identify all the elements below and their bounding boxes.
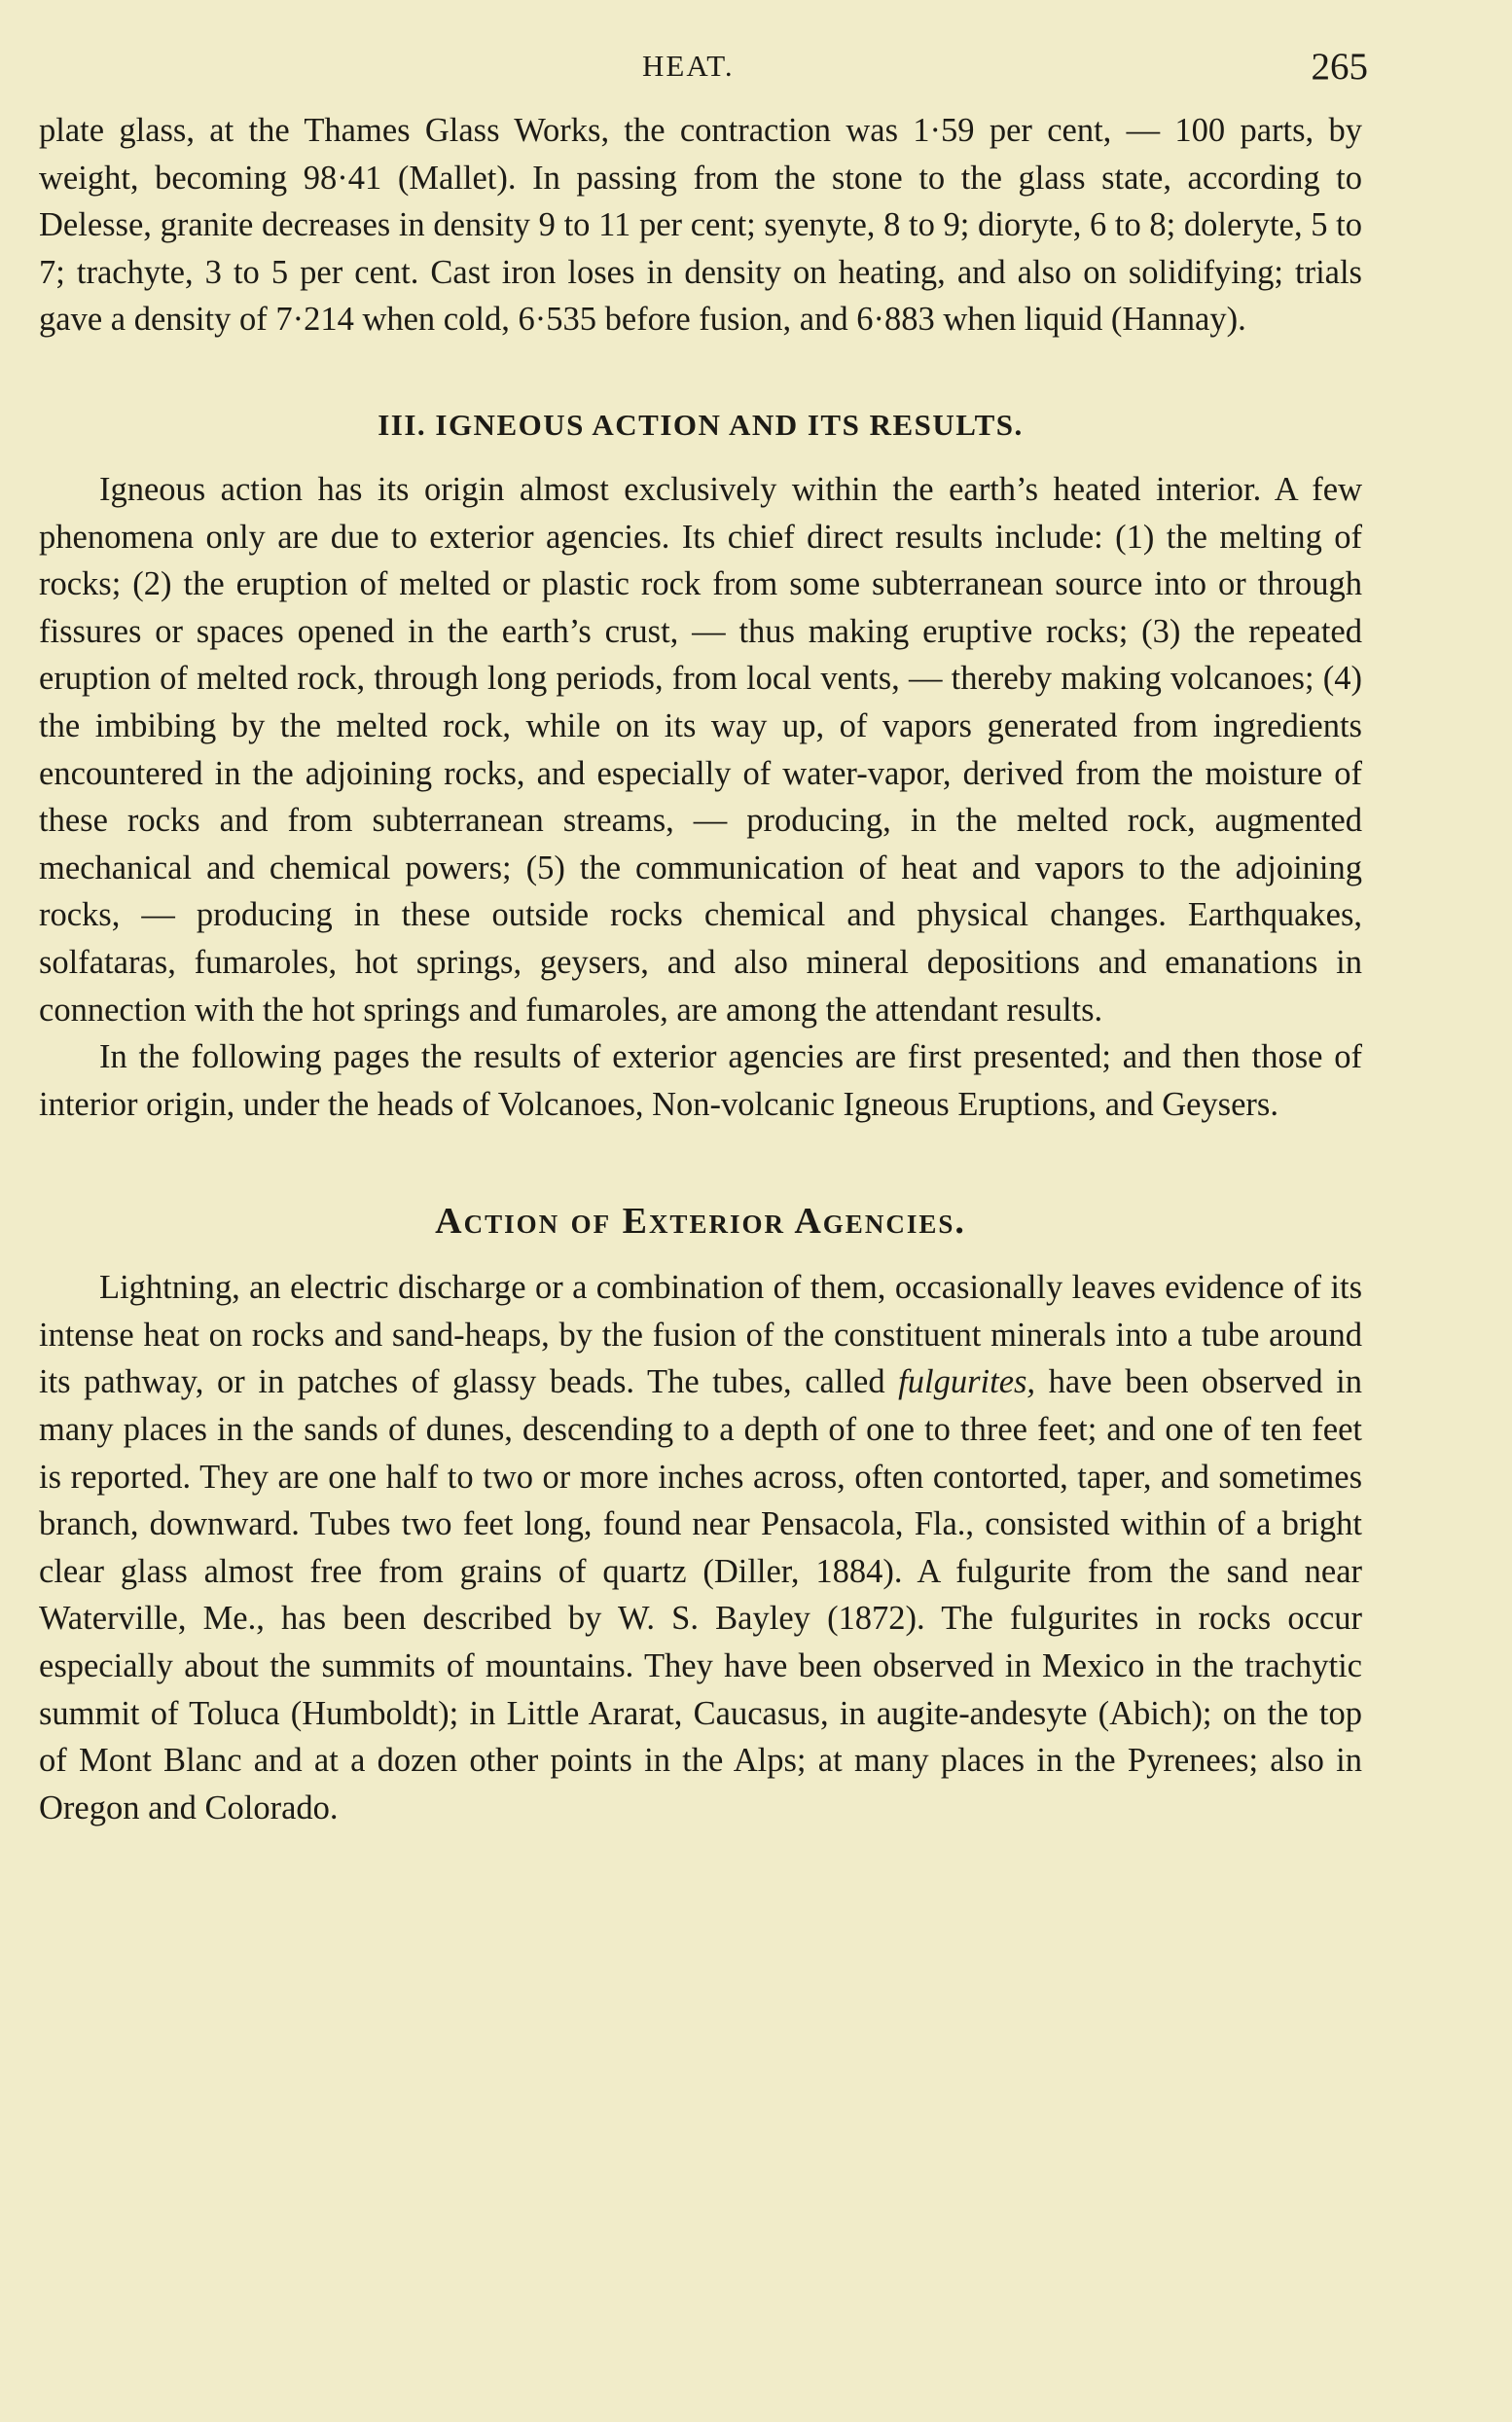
section-heading-exterior-agencies: Action of Exterior Agencies.	[435, 1201, 966, 1243]
paragraph-following-pages: In the following pages the results of exterior agencies are first presented; and then those of interior origin, under the heads of Volcanoes, Non-volcanic Igneous Eruptions, and Geysers.	[39, 1038, 1362, 1123]
book-page	[39, 46, 1368, 1831]
paragraph-lightning-part-1: Lightning, an electric discharge or a combination of them, occasionally leaves evidence of its intense heat on rocks and sand-heaps, by the fusion of the constituent minerals into a tube around its pathway, or in patches of glassy beads. The tubes, called	[39, 1269, 1362, 1401]
term-fulgurites: fulgurites,	[898, 1363, 1036, 1401]
paragraph-continuation: plate glass, at the Thames Glass Works, the contraction was 1·59 per cent, — 100 parts, by weight, becoming 98·41 (Mallet). In passing from the stone to the glass state, according to Delesse, granite decreases in density 9 to 11 per cent; syenyte, 8 to 9; dioryte, 6 to 8; doleryte, 5 to 7; trachyte, 3 to 5 per cent. Cast iron loses in density on heating, and also on solidifying; trials gave a density of 7·214 when cold, 6·535 before fusion, and 6·883 when liquid (Hannay).	[39, 112, 1362, 339]
paragraph-igneous-action: Igneous action has its origin almost exclusively within the earth’s heated interior. A few phenomena only are due to exterior agencies. Its chief direct results include: (1) the melting of rocks; (2) the eruption of melted or plastic rock from some subterranean source into or through fissures or spaces opened in the earth’s crust, — thus making eruptive rocks; (3) the repeated eruption of melted rock, through long periods, from local vents, — thereby making volcanoes; (4) the imbibing by the melted rock, while on its way up, of vapors generated from ingredients encountered in the adjoining rocks, and especially of water-vapor, derived from the moisture of these rocks and from subterranean streams, — producing, in the melted rock, augmented mechanical and chemical powers; (5) the communication of heat and vapors to the adjoining rocks, — producing in these outside rocks chemical and physical changes. Earthquakes, solfataras, fumaroles, hot springs, geysers, and also mineral depositions and emanations in connection with the hot springs and fumaroles, are among the attendant results.	[39, 470, 1362, 1029]
running-head	[39, 46, 1368, 107]
running-title: HEAT.	[642, 49, 735, 83]
page-number: 265	[1311, 46, 1368, 88]
paragraph-lightning-part-2: have been observed in many places in the sands of dunes, descending to a depth of one to three feet; and one of ten feet is reported. They are one half to two or more inches across, often contorted, taper, and sometimes branch, downward. Tubes two feet long, found near Pensacola, Fla., consisted within of a bright clear glass almost free from grains of quartz (Diller, 1884). A fulgurite from the sand near Waterville, Me., has been described by W. S. Bayley (1872). The fulgurites in rocks occur especially about the summits of mountains. They have been observed in Mexico in the trachytic summit of Toluca (Humboldt); in Little Ararat, Caucasus, in augite-andesyte (Abich); on the top of Mont Blanc and at a dozen other points in the Alps; at many places in the Pyrenees; also in Oregon and Colorado.	[39, 1363, 1362, 1826]
section-heading-igneous-action: III. IGNEOUS ACTION AND ITS RESULTS.	[378, 407, 1024, 442]
paragraph-lightning	[39, 1264, 1362, 1831]
